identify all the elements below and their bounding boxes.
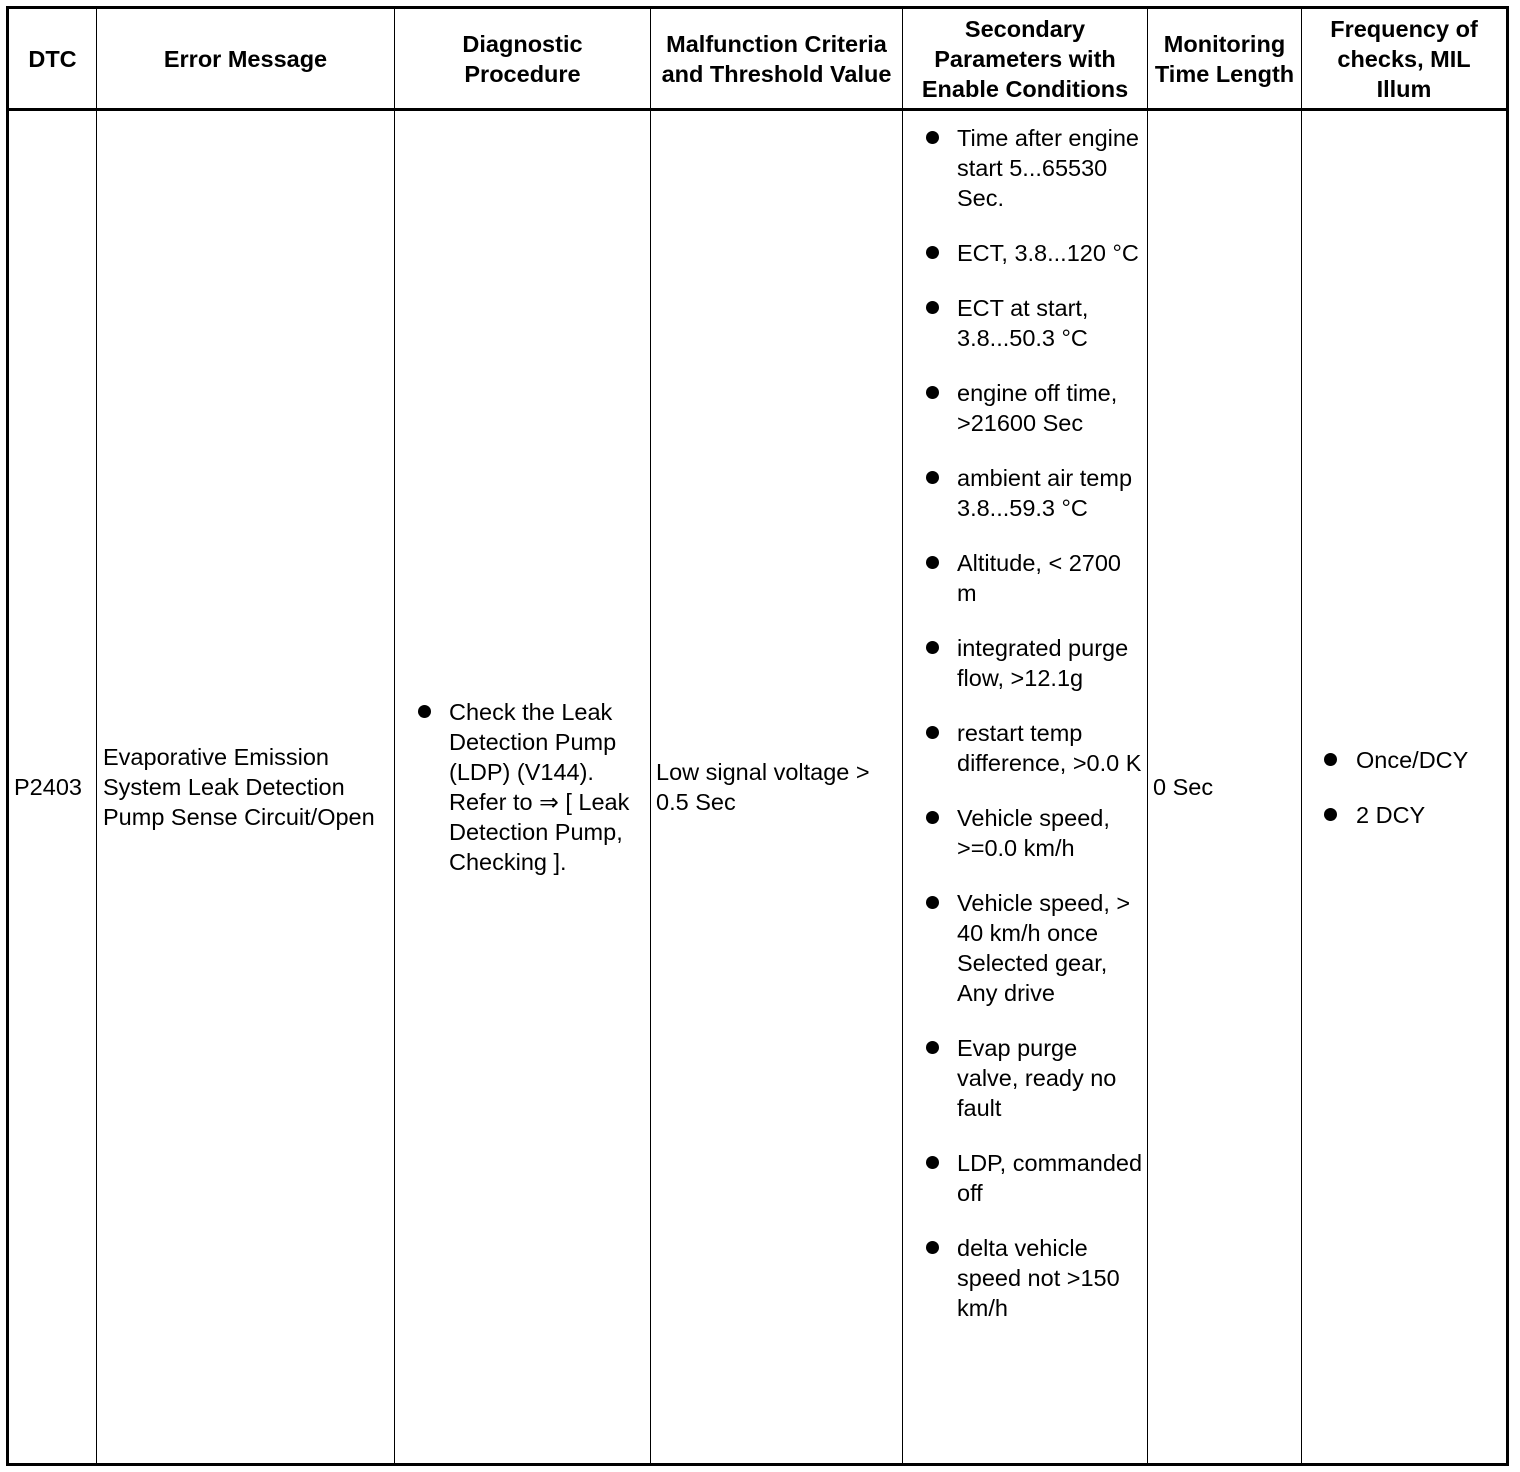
parameter-text: engine off time, >21600 Sec xyxy=(957,380,1118,436)
list-item xyxy=(903,123,1147,213)
bullet-icon xyxy=(926,301,939,314)
list-item xyxy=(903,463,1147,523)
bullet-icon xyxy=(926,896,939,909)
parameter-text: Altitude, < 2700 m xyxy=(957,550,1121,606)
parameter-text: Vehicle speed, > 40 km/h once Selected gear, Any drive xyxy=(957,890,1131,1006)
list-item xyxy=(903,888,1147,1008)
dtc-table xyxy=(6,6,1509,1466)
parameter-text: integrated purge flow, >12.1g xyxy=(957,635,1129,691)
list-item xyxy=(903,1233,1147,1323)
cell-secondary-parameters xyxy=(903,110,1148,1465)
bullet-icon xyxy=(1324,753,1337,766)
parameter-text: LDP, commanded off xyxy=(957,1150,1143,1206)
list-item xyxy=(903,633,1147,693)
parameter-text: ECT, 3.8...120 °C xyxy=(957,240,1139,266)
cell-frequency xyxy=(1302,110,1508,1465)
cell-diagnostic-procedure xyxy=(395,110,651,1465)
cell-malfunction-criteria: Low signal voltage > 0.5 Sec xyxy=(651,110,903,1465)
header-row xyxy=(8,8,1508,110)
cell-error-message: Evaporative Emission System Leak Detection Pump Sense Circuit/Open xyxy=(97,110,395,1465)
cell-monitoring-time: 0 Sec xyxy=(1148,110,1302,1465)
procedure-list xyxy=(395,697,650,877)
list-item xyxy=(903,548,1147,608)
cell-dtc: P2403 xyxy=(8,110,97,1465)
parameter-text: Vehicle speed, >=0.0 km/h xyxy=(957,805,1110,861)
parameter-text: restart temp difference, >0.0 K xyxy=(957,720,1142,776)
frequency-list xyxy=(1302,745,1506,830)
bullet-icon xyxy=(926,641,939,654)
bullet-icon xyxy=(926,246,939,259)
header-malfunction-criteria: Malfunction Criteria and Threshold Value xyxy=(651,8,903,110)
parameter-text: ambient air temp 3.8...59.3 °C xyxy=(957,465,1133,521)
bullet-icon xyxy=(926,131,939,144)
header-dtc: DTC xyxy=(8,8,97,110)
bullet-icon xyxy=(926,1241,939,1254)
bullet-icon xyxy=(926,726,939,739)
bullet-icon xyxy=(926,556,939,569)
secondary-parameters-list xyxy=(903,123,1147,1323)
header-diagnostic-procedure: Diagnostic Procedure xyxy=(395,8,651,110)
list-item xyxy=(903,1148,1147,1208)
frequency-text: 2 DCY xyxy=(1356,801,1426,828)
bullet-icon xyxy=(926,471,939,484)
parameter-text: ECT at start, 3.8...50.3 °C xyxy=(957,295,1089,351)
list-item xyxy=(903,378,1147,438)
list-item xyxy=(1302,745,1506,775)
bullet-icon xyxy=(926,1156,939,1169)
list-item xyxy=(903,803,1147,863)
frequency-text: Once/DCY xyxy=(1356,746,1469,773)
parameter-text: Evap purge valve, ready no fault xyxy=(957,1035,1117,1121)
list-item xyxy=(903,1033,1147,1123)
list-item xyxy=(395,697,650,877)
header-secondary-parameters: Secondary Parameters with Enable Conditions xyxy=(903,8,1148,110)
parameter-text: Time after engine start 5...65530 Sec. xyxy=(957,125,1139,211)
bullet-icon xyxy=(926,811,939,824)
procedure-text: Check the Leak Detection Pump (LDP) (V144). Refer to ⇒ [ Leak Detection Pump, Checking ]. xyxy=(449,699,630,875)
list-item xyxy=(903,238,1147,268)
table-row xyxy=(8,110,1508,1465)
header-monitoring-time: Monitoring Time Length xyxy=(1148,8,1302,110)
list-item xyxy=(903,293,1147,353)
list-item xyxy=(1302,800,1506,830)
header-error-message: Error Message xyxy=(97,8,395,110)
list-item xyxy=(903,718,1147,778)
bullet-icon xyxy=(926,386,939,399)
bullet-icon xyxy=(926,1041,939,1054)
header-frequency: Frequency of checks, MIL Illum xyxy=(1302,8,1508,110)
bullet-icon xyxy=(1324,808,1337,821)
bullet-icon xyxy=(418,705,431,718)
parameter-text: delta vehicle speed not >150 km/h xyxy=(957,1235,1120,1321)
